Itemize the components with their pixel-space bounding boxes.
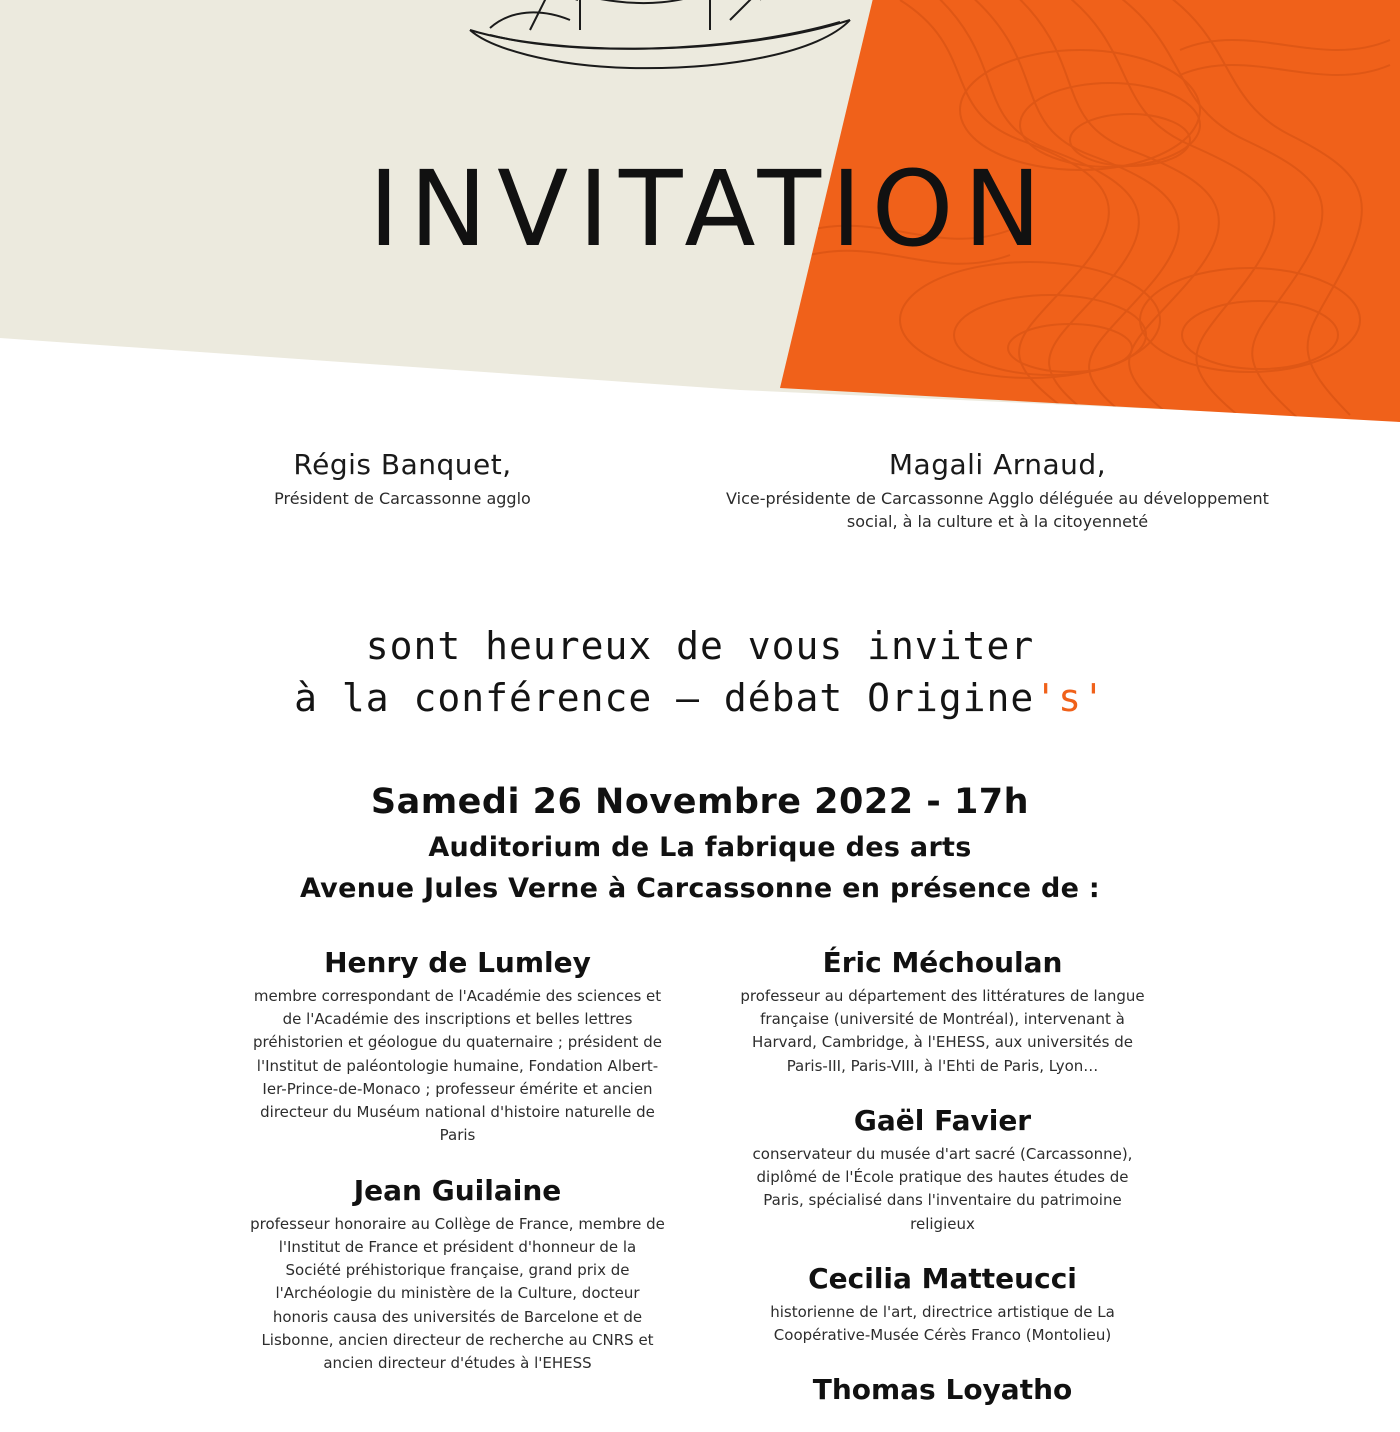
speaker-entry <box>735 1104 1150 1236</box>
speaker-bio: historienne de l'art, directrice artistique de La Coopérative-Musée Cérès Franco (Montolieu) <box>770 1302 1115 1345</box>
invitation-line-2-text: à la conférence – débat Origine <box>294 675 1035 720</box>
speaker-name: Éric Méchoulan <box>822 945 1063 979</box>
speakers-column-right <box>735 946 1150 1432</box>
speaker-name: Jean Guilaine <box>353 1173 562 1207</box>
speakers-column-left <box>250 946 665 1432</box>
hosts-section <box>0 448 1400 533</box>
invitation-line-2 <box>0 673 1400 724</box>
host-block <box>715 448 1280 533</box>
event-date: Samedi 26 Novembre 2022 - 17h <box>370 781 1030 822</box>
speaker-name: Henry de Lumley <box>324 945 591 979</box>
host-name: Régis Banquet, <box>293 448 512 481</box>
speaker-bio: professeur au département des littératures de langue française (université de Montréal), intervenant à Harvard, Cambridge, à l'EHESS, aux universités de Paris-III, Paris-VIII, à l'Ehti de Paris, Lyon… <box>740 986 1145 1075</box>
speaker-entry <box>735 1373 1150 1406</box>
speaker-entry <box>250 1174 665 1376</box>
speaker-entry <box>735 946 1150 1078</box>
invitation-accent-text: 's' <box>1034 675 1106 720</box>
speaker-name: Gaël Favier <box>853 1103 1032 1137</box>
page-title: INVITATION <box>368 148 1052 270</box>
invitation-line-1: sont heureux de vous inviter <box>365 624 1035 669</box>
host-name: Magali Arnaud, <box>888 448 1107 481</box>
event-details <box>0 782 1400 904</box>
speaker-bio: professeur honoraire au Collège de France, membre de l'Institut de France et président d'honneur de la Société préhistorique française, grand prix de l'Archéologie du ministère de la Culture, docteur honoris causa des universités de Barcelone et de Lisbonne, ancien directeur de recherche au CNRS et ancien directeur d'études à l'EHESS <box>250 1214 665 1373</box>
speakers-section <box>0 946 1400 1432</box>
speaker-entry <box>250 946 665 1148</box>
speaker-entry <box>735 1262 1150 1348</box>
host-block <box>120 448 685 533</box>
invitation-body <box>0 430 1400 1432</box>
host-role: Vice-présidente de Carcassonne Agglo déléguée au développement social, à la culture et à la citoyenneté <box>726 489 1269 532</box>
engraved-boat-illustration <box>430 0 900 90</box>
host-role: Président de Carcassonne agglo <box>274 489 531 508</box>
event-venue: Auditorium de La fabrique des arts <box>428 831 972 863</box>
speaker-name: Thomas Loyatho <box>812 1373 1073 1407</box>
event-address: Avenue Jules Verne à Carcassonne en présence de : <box>299 872 1101 904</box>
speaker-bio: membre correspondant de l'Académie des sciences et de l'Académie des inscriptions et belles lettres préhistorien et géologue du quaternaire ; président de l'Institut de paléontologie humaine, Fondation Albert-Ier-Prince-de-Monaco ; professeur émérite et ancien directeur du Muséum national d'histoire naturelle de Paris <box>253 986 662 1145</box>
invitation-banner <box>0 0 1400 430</box>
invitation-text <box>0 621 1400 724</box>
speaker-bio: conservateur du musée d'art sacré (Carcassonne), diplômé de l'École pratique des hautes études de Paris, spécialisé dans l'inventaire du patrimoine religieux <box>752 1144 1133 1233</box>
speaker-name: Cecilia Matteucci <box>808 1261 1077 1295</box>
